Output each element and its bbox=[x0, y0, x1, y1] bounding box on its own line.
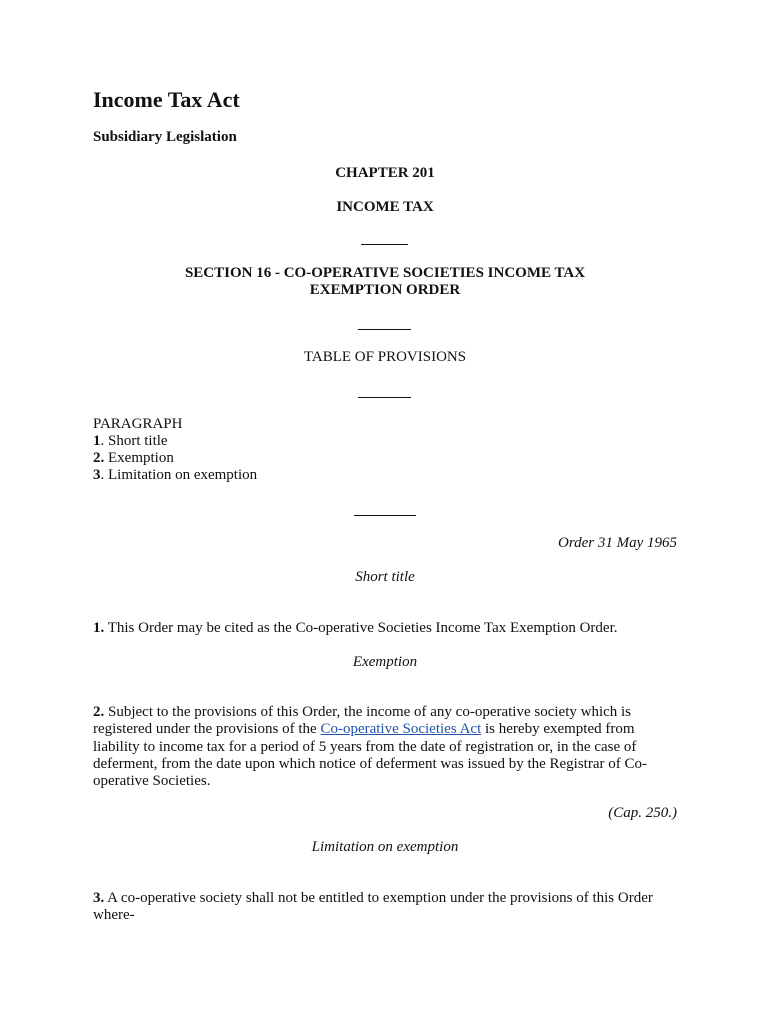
toc-item-label: Exemption bbox=[108, 450, 174, 466]
toc-item-label: Short title bbox=[108, 433, 168, 449]
toc-heading: PARAGRAPH bbox=[93, 416, 183, 432]
co-operative-societies-act-link[interactable]: Co-operative Societies Act bbox=[320, 721, 482, 738]
table-of-provisions-heading: TABLE OF PROVISIONS bbox=[303, 349, 467, 365]
order-date: Order 31 May 1965 bbox=[557, 535, 677, 551]
paragraph-2 bbox=[93, 704, 683, 790]
chapter-number: CHAPTER 201 bbox=[335, 165, 435, 181]
toc-item-number: 3 bbox=[93, 467, 101, 483]
paragraph-number: 1. bbox=[93, 620, 105, 636]
marginal-heading-limitation: Limitation on exemption bbox=[311, 839, 459, 855]
paragraph-text: is hereby exempted from liability to income tax for a period of 5 years from the date of registration or, in the case of deferment, from the date upon which notice of deferment was issued by the Registrar of Co-operative Societies. bbox=[93, 721, 647, 790]
toc-item-separator: . bbox=[100, 467, 108, 483]
paragraph-3 bbox=[93, 890, 683, 925]
toc-item bbox=[93, 467, 257, 484]
toc-item bbox=[93, 450, 257, 467]
paragraph-text: This Order may be cited as the Co-operative Societies Income Tax Exemption Order. bbox=[104, 620, 618, 636]
paragraph-text: A co-operative society shall not be entitled to exemption under the provisions of this Order where- bbox=[93, 890, 653, 924]
toc-item-number: 1 bbox=[93, 433, 101, 449]
toc-item-number: 2. bbox=[93, 450, 105, 466]
document-title: Income Tax Act bbox=[93, 87, 240, 112]
divider-rule bbox=[358, 329, 411, 330]
paragraph-number: 3. bbox=[93, 890, 105, 906]
chapter-name: INCOME TAX bbox=[336, 199, 434, 215]
divider-rule bbox=[361, 244, 408, 245]
toc-item-label: Limitation on exemption bbox=[108, 467, 258, 483]
toc-item-separator: . bbox=[100, 433, 108, 449]
toc-item bbox=[93, 433, 257, 450]
document-subtitle: Subsidiary Legislation bbox=[93, 129, 237, 145]
cap-reference: (Cap. 250.) bbox=[608, 805, 677, 821]
paragraph-number: 2. bbox=[93, 704, 105, 720]
marginal-heading-short-title: Short title bbox=[355, 569, 415, 585]
paragraph-text: Subject to the provisions of this Order, the income of any co-operative society which is registered under the provisions of the bbox=[93, 704, 632, 738]
divider-rule bbox=[354, 515, 416, 516]
paragraph-1 bbox=[93, 620, 683, 637]
section-heading-line2: EXEMPTION ORDER bbox=[309, 282, 461, 298]
section-heading-line1: SECTION 16 - CO-OPERATIVE SOCIETIES INCOME TAX bbox=[184, 265, 586, 281]
table-of-contents bbox=[93, 416, 257, 484]
marginal-heading-exemption: Exemption bbox=[352, 654, 418, 670]
divider-rule bbox=[358, 397, 411, 398]
